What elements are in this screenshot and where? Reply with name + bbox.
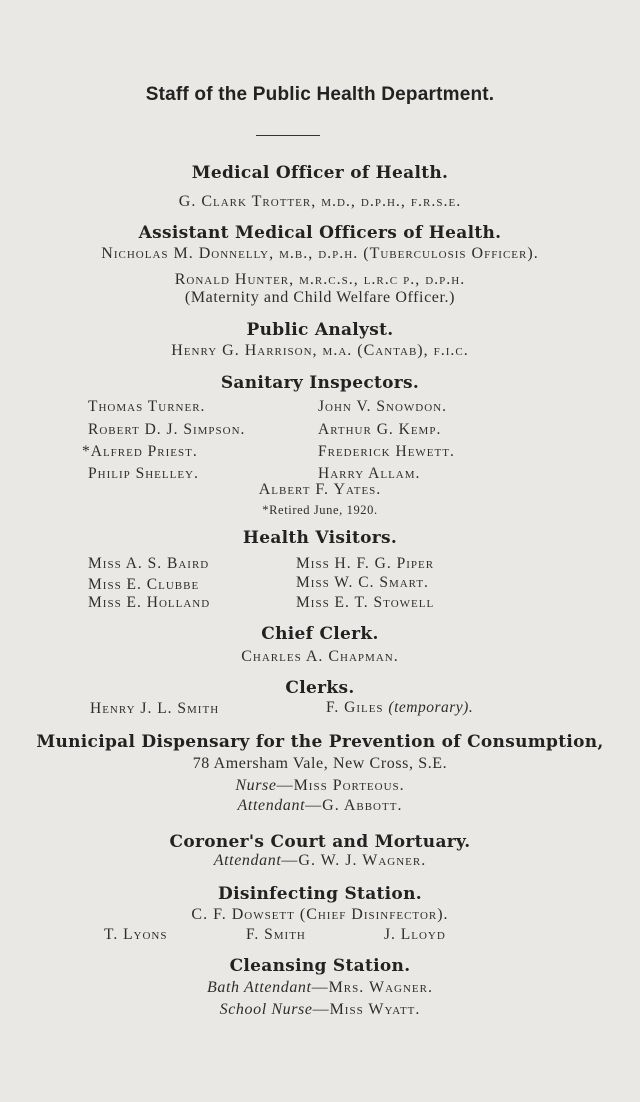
- cleansing-school: [0, 1001, 640, 1019]
- amoh-line-1-text: Nicholas M. Donnelly, m.b., d.p.h. (Tuberculosis Officer).: [101, 245, 539, 262]
- amoh-heading: Assistant Medical Officers of Health.: [138, 223, 502, 243]
- clerk-right: [326, 699, 473, 717]
- page-title: Staff of the Public Health Department.: [145, 84, 495, 105]
- sanitary-footnote: *Retired June, 1920.: [262, 503, 378, 517]
- disinfecting-chief: [0, 906, 640, 924]
- analyst-heading: Public Analyst.: [246, 320, 394, 340]
- clerk-right-name: F. Giles: [326, 699, 384, 716]
- visitor-left-2: Miss E. Clubbe: [88, 576, 200, 593]
- nurse-label: Nurse: [235, 777, 277, 794]
- chief-clerk-name: Charles A. Chapman.: [241, 648, 399, 665]
- dispensary-attendant: [0, 797, 640, 815]
- dispensary-address: 78 Amersham Vale, New Cross, S.E.: [192, 755, 448, 772]
- chief-clerk-heading: Chief Clerk.: [261, 624, 379, 644]
- nurse-name: —Miss Porteous.: [276, 777, 405, 794]
- visitor-right-3: Miss E. T. Stowell: [296, 594, 435, 611]
- coroner-attendant-label: Attendant: [213, 852, 282, 869]
- coroner-attendant-name: —G. W. J. Wagner.: [281, 852, 427, 869]
- sanitary-left-3: *Alfred Priest.: [82, 443, 198, 460]
- sanitary-right-1: John V. Snowdon.: [318, 398, 448, 415]
- visitors-heading: Health Visitors.: [242, 528, 398, 548]
- sanitary-left-1: Thomas Turner.: [88, 398, 206, 415]
- bath-name: —Mrs. Wagner.: [311, 979, 433, 996]
- sanitary-centre: Albert F. Yates.: [258, 481, 382, 498]
- amoh-line-2: Ronald Hunter, m.r.c.s., l.r.c p., d.p.h.: [174, 271, 466, 288]
- bath-label: Bath Attendant: [207, 979, 312, 996]
- amoh-line-1: [0, 245, 640, 263]
- dispensary-attendant-name: —G. Abbott.: [305, 797, 403, 814]
- clerks-heading: Clerks.: [285, 678, 355, 698]
- cleansing-bath: [0, 979, 640, 997]
- amoh-line-3: (Maternity and Child Welfare Officer.): [184, 289, 456, 306]
- title-rule: [256, 135, 320, 136]
- moh-heading: Medical Officer of Health.: [191, 163, 449, 183]
- moh-name: G. Clark Trotter, m.d., d.p.h., f.r.s.e.: [178, 193, 462, 210]
- sanitary-heading: Sanitary Inspectors.: [220, 373, 420, 393]
- disinfector-1: T. Lyons: [104, 926, 168, 943]
- sanitary-left-4: Philip Shelley.: [88, 465, 199, 482]
- coroner-attendant: [0, 852, 640, 870]
- sanitary-right-2: Arthur G. Kemp.: [318, 421, 442, 438]
- dispensary-heading: Municipal Dispensary for the Prevention of Consumption,: [36, 732, 604, 752]
- clerk-right-note: (temporary).: [388, 699, 474, 716]
- visitor-right-2: Miss W. C. Smart.: [296, 574, 429, 591]
- visitor-right-1: Miss H. F. G. Piper: [296, 555, 435, 572]
- sanitary-left-2: Robert D. J. Simpson.: [88, 421, 246, 438]
- cleansing-heading: Cleansing Station.: [229, 956, 411, 976]
- disinfecting-chief-text: C. F. Dowsett (Chief Disinfector).: [191, 906, 449, 923]
- clerk-left: Henry J. L. Smith: [90, 700, 220, 717]
- dispensary-attendant-label: Attendant: [237, 797, 306, 814]
- school-name: —Miss Wyatt.: [312, 1001, 421, 1018]
- school-label: School Nurse: [219, 1001, 313, 1018]
- disinfector-3: J. Lloyd: [384, 926, 446, 943]
- sanitary-right-4: Harry Allam.: [318, 465, 421, 482]
- analyst-name: Henry G. Harrison, m.a. (Cantab), f.i.c.: [171, 342, 469, 359]
- sanitary-right-3: Frederick Hewett.: [318, 443, 455, 460]
- dispensary-nurse: [0, 777, 640, 795]
- visitor-left-1: Miss A. S. Baird: [88, 555, 210, 572]
- disinfector-2: F. Smith: [246, 926, 306, 943]
- disinfecting-heading: Disinfecting Station.: [218, 884, 422, 904]
- visitor-left-3: Miss E. Holland: [88, 594, 211, 611]
- coroner-heading: Coroner's Court and Mortuary.: [169, 832, 471, 852]
